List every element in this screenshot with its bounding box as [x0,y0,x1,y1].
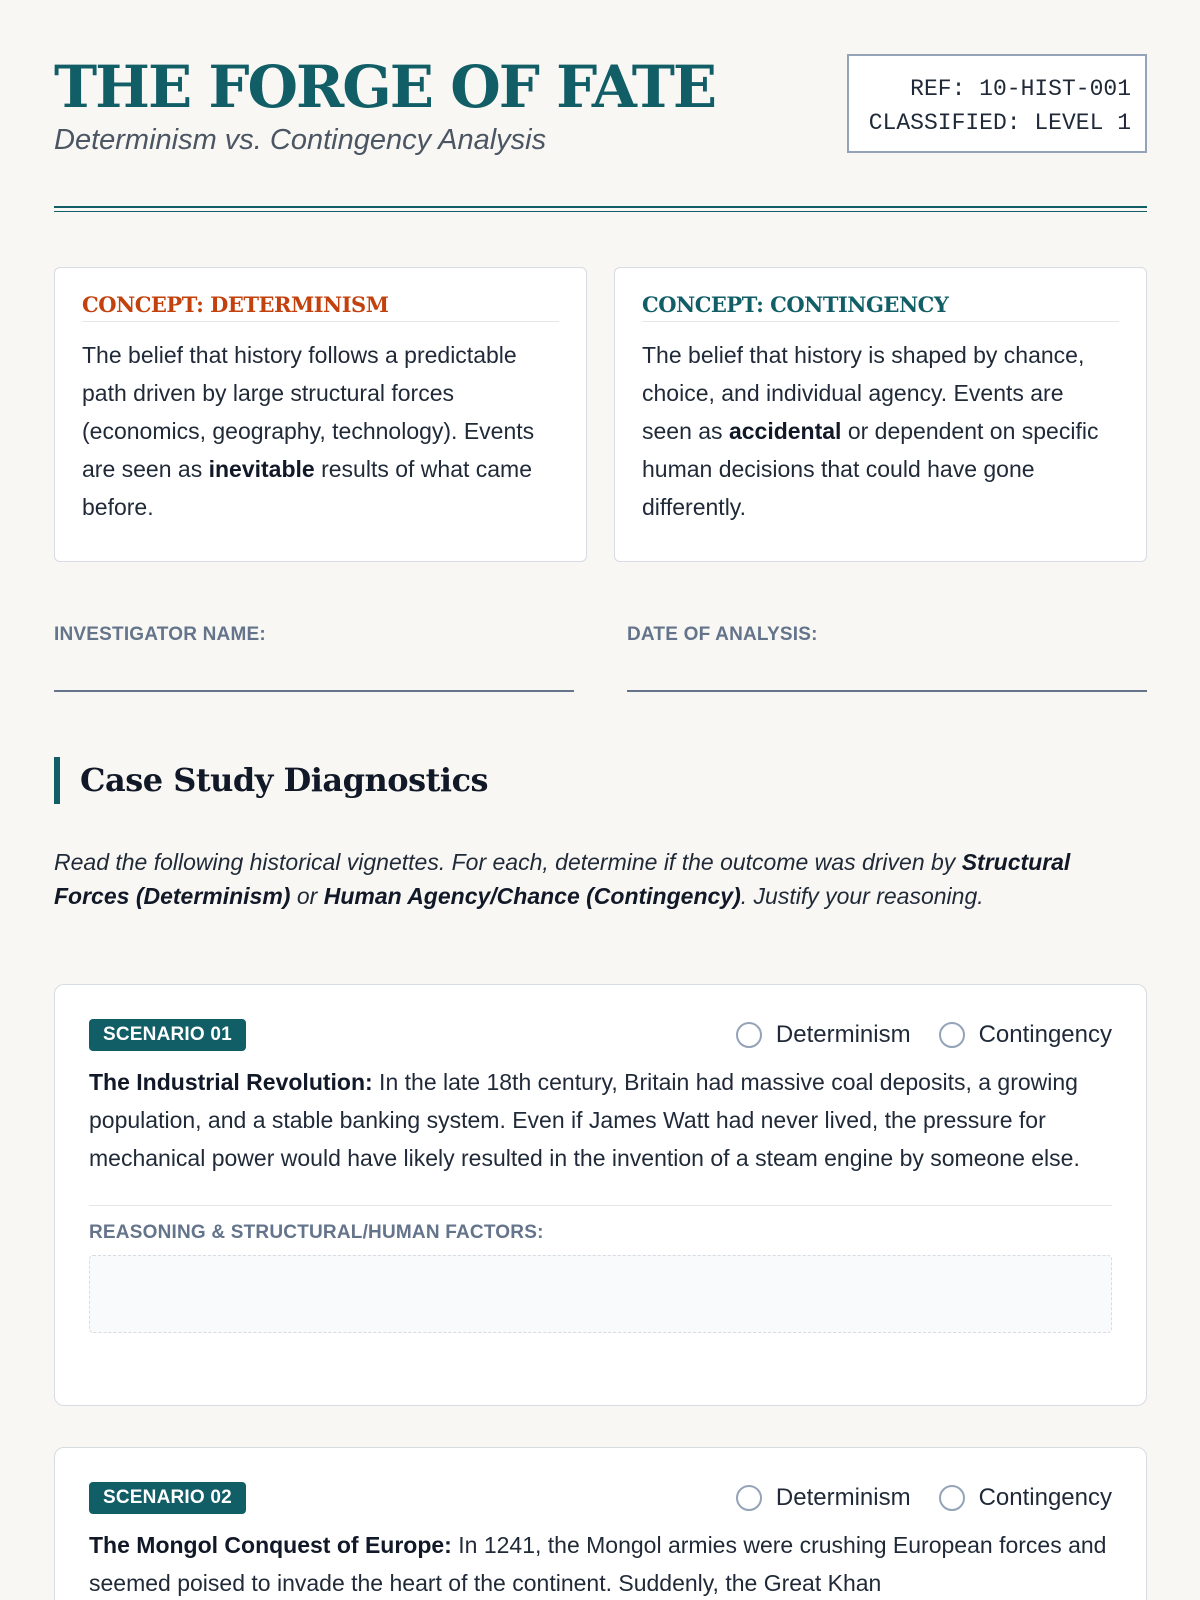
page-subtitle: Determinism vs. Contingency Analysis [54,124,547,156]
reference-code: REF: 10-HIST-001 [910,76,1131,102]
concept-card-contingency [614,267,1147,562]
section-heading: Case Study Diagnostics [54,757,488,804]
definition-text: or dependent on specific human decisions that could have gone differently. [642,418,1099,520]
scenario-description [89,1526,1112,1600]
contingency-option[interactable] [939,1484,1112,1512]
date-of-analysis-input[interactable] [627,690,1147,692]
determinism-option[interactable] [736,1484,911,1512]
scenario-body: In the late 18th century, Britain had massive coal deposits, a growing population, and a stable banking system. Even if James Watt had never lived, the pressure for mechanical power would have likely resulted in the invention of a steam engine by someone else. [89,1069,1080,1171]
determinism-radio[interactable] [736,1485,762,1511]
page-header [54,0,1147,215]
classification-options [736,1484,1112,1512]
determinism-option-label: Determinism [775,1021,911,1048]
worksheet-page [54,0,1147,1596]
concept-definition [642,336,1119,526]
header-rule-thin [54,211,1147,212]
scenario-card-01 [54,984,1147,1406]
contingency-option-label: Contingency [978,1021,1112,1048]
concept-cards [54,267,1147,562]
determinism-option[interactable] [736,1021,911,1049]
header-rule-thick [54,206,1147,208]
scenario-card-02 [54,1447,1147,1600]
instruction-text: or [290,883,324,909]
scenario-title: The Mongol Conquest of Europe: [89,1532,452,1558]
definition-text: The belief that history is shaped by chance, choice, and individual agency. Events are seen as [642,342,1085,444]
instruction-emphasis: Structural Forces (Determinism) [54,849,1071,909]
definition-text: The belief that history follows a predictable path driven by large structural forces (economics, geography, technology). Events are seen as [82,342,535,482]
determinism-option-label: Determinism [775,1484,911,1511]
section-instructions [54,845,1114,913]
concept-heading: CONCEPT: CONTINGENCY [642,292,1119,322]
contingency-radio[interactable] [939,1022,965,1048]
definition-keyword: inevitable [208,456,315,482]
date-of-analysis-field [627,624,1147,692]
scenario-description [89,1063,1112,1177]
reasoning-input[interactable] [89,1255,1112,1333]
reasoning-label: REASONING & STRUCTURAL/HUMAN FACTORS: [89,1222,544,1243]
scenario-title: The Industrial Revolution: [89,1069,373,1095]
concept-card-determinism [54,267,587,562]
scenario-divider [89,1205,1112,1206]
definition-keyword: accidental [728,418,842,444]
instruction-text: . Justify your reasoning. [740,883,984,909]
investigator-name-label: INVESTIGATOR NAME: [54,624,266,645]
definition-text: results of what came before. [82,456,533,520]
investigator-name-field [54,624,574,692]
instruction-emphasis: Human Agency/Chance (Contingency) [323,883,741,909]
scenario-body: In 1241, the Mongol armies were crushing European forces and seemed poised to invade the heart of the continent. Suddenly, the Great Khan [89,1532,1107,1596]
reference-box [847,54,1147,153]
scenario-badge: SCENARIO 02 [89,1482,246,1514]
contingency-radio[interactable] [939,1485,965,1511]
page-title: THE FORGE OF FATE [54,53,716,121]
concept-heading: CONCEPT: DETERMINISM [82,292,559,322]
investigator-name-input[interactable] [54,690,574,692]
contingency-option-label: Contingency [978,1484,1112,1511]
concept-definition [82,336,559,526]
determinism-radio[interactable] [736,1022,762,1048]
classification-options [736,1021,1112,1049]
scenario-badge: SCENARIO 01 [89,1019,246,1051]
date-of-analysis-label: DATE OF ANALYSIS: [627,624,818,645]
contingency-option[interactable] [939,1021,1112,1049]
classification-level: CLASSIFIED: LEVEL 1 [868,110,1131,136]
instruction-text: Read the following historical vignettes. For each, determine if the outcome was driven by [54,849,962,875]
